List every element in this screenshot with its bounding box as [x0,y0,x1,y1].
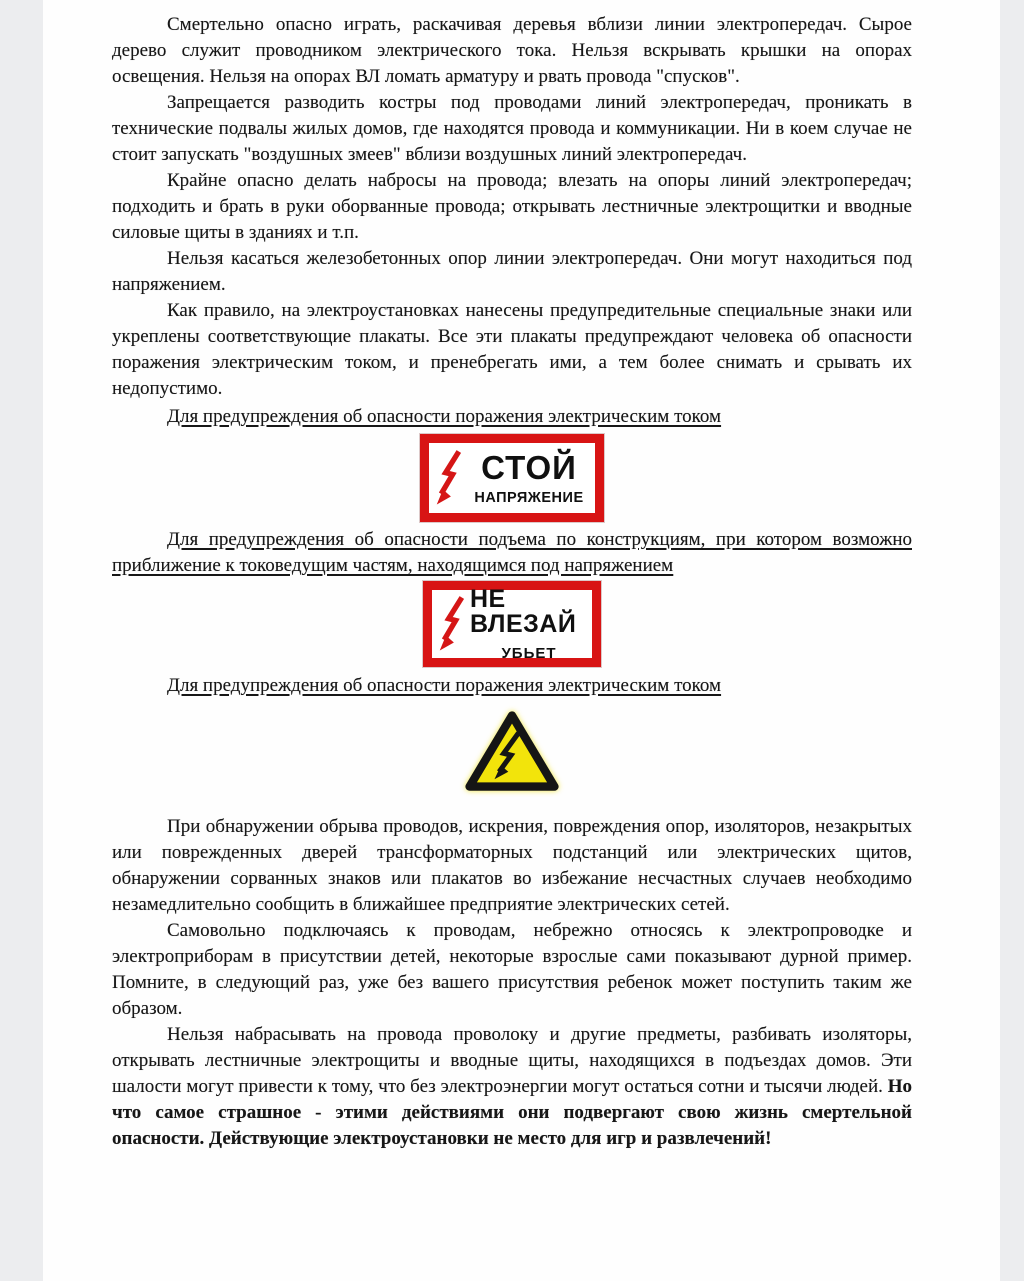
paragraph-wire-throwing-danger: Крайне опасно делать набросы на провода; влезать на опоры линий электропередач; подходить и брать в руки оборванные провода; открывать лестничные электрощитки и вводные силовые щиты в зданиях и т.п. [112,170,912,243]
sign-keep-off-text [470,587,588,661]
caption-electric-shock-warning-2: Для предупреждения об опасности поражения электрическим током [167,675,722,696]
paragraph-warning-signs: Как правило, на электроустановках нанесены предупредительные специальные знаки или укреплены соответствующие плакаты. Все эти плакаты предупреждают человека об опасности поражения электрическим током, и пренебрегать ими, а тем более снимать и срывать их недопустимо. [112,300,912,399]
paragraph-concrete-poles: Нельзя касаться железобетонных опор линии электропередач. Они могут находиться под напряжением. [112,248,912,295]
sign-stop-text [467,448,591,506]
paragraph-final-warning [112,1022,912,1152]
paragraph-report-damage: При обнаружении обрыва проводов, искрения, повреждения опор, изоляторов, незакрытых или поврежденных дверей трансформаторных подстанций или электрических щитов, обнаружении сорванных знаков или плакатов во избежание несчастных случаев необходимо незамедлительно сообщить в ближайшее предприятие электрических сетей. [112,816,912,915]
lightning-bolt-icon [435,449,467,507]
sign-keep-off-title: НЕ ВЛЕЗАЙ [470,585,577,638]
sign-stop-title: СТОЙ [481,448,577,486]
sign-keep-off-kills [423,581,601,667]
paragraph-bonfires-forbidden: Запрещается разводить костры под проводами линий электропередач, проникать в технические подвалы жилых домов, где находятся провода и коммуникации. Ни в коем случае не стоит запускать "воздушных змеев" вблизи воздушных линий электропередач. [112,92,912,165]
document-page [43,0,1000,1281]
lightning-bolt-icon [438,595,470,653]
final-warning-normal-text: Нельзя набрасывать на провода проволоку и другие предметы, разбивать изоляторы, открывать лестничные электрощиты и вводные щиты, находящихся в подъездах домов. Эти шалости могут привести к тому, что без электроэнергии могут остаться сотни и тысячи людей. [112,1024,912,1097]
sign-stop-voltage [420,434,604,522]
sign-stop-subtitle: НАПРЯЖЕНИЕ [474,489,584,506]
paragraph-tree-danger: Смертельно опасно играть, раскачивая деревья вблизи линии электропередач. Сырое дерево служит проводником электрического тока. Нельзя вскрывать крышки на опорах освещения. Нельзя на опорах ВЛ ломать арматуру и рвать провода "спусков". [112,14,912,87]
sign-keep-off-subtitle: УБЬЕТ [501,645,557,662]
document-content [112,12,912,1152]
caption-climbing-warning: Для предупреждения об опасности подъема по конструкциям, при котором возможно приближение к токоведущим частям, находящимся под напряжением [112,529,912,576]
paragraph-adults-bad-example: Самовольно подключаясь к проводам, небрежно относясь к электропроводке и электроприборам в присутствии детей, некоторые взрослые сами показывают дурной пример. Помните, в следующий раз, уже без вашего присутствия ребенок может поступить таким же образом. [112,920,912,1019]
final-warning-bold-text: Но что самое страшное - этими действиями они подвергают свою жизнь смертельной опасности. Действующие электроустановки не место для игр и развлечений! [112,1076,913,1149]
warning-triangle-icon [464,709,560,802]
caption-electric-shock-warning-1: Для предупреждения об опасности поражения электрическим током [167,406,722,427]
